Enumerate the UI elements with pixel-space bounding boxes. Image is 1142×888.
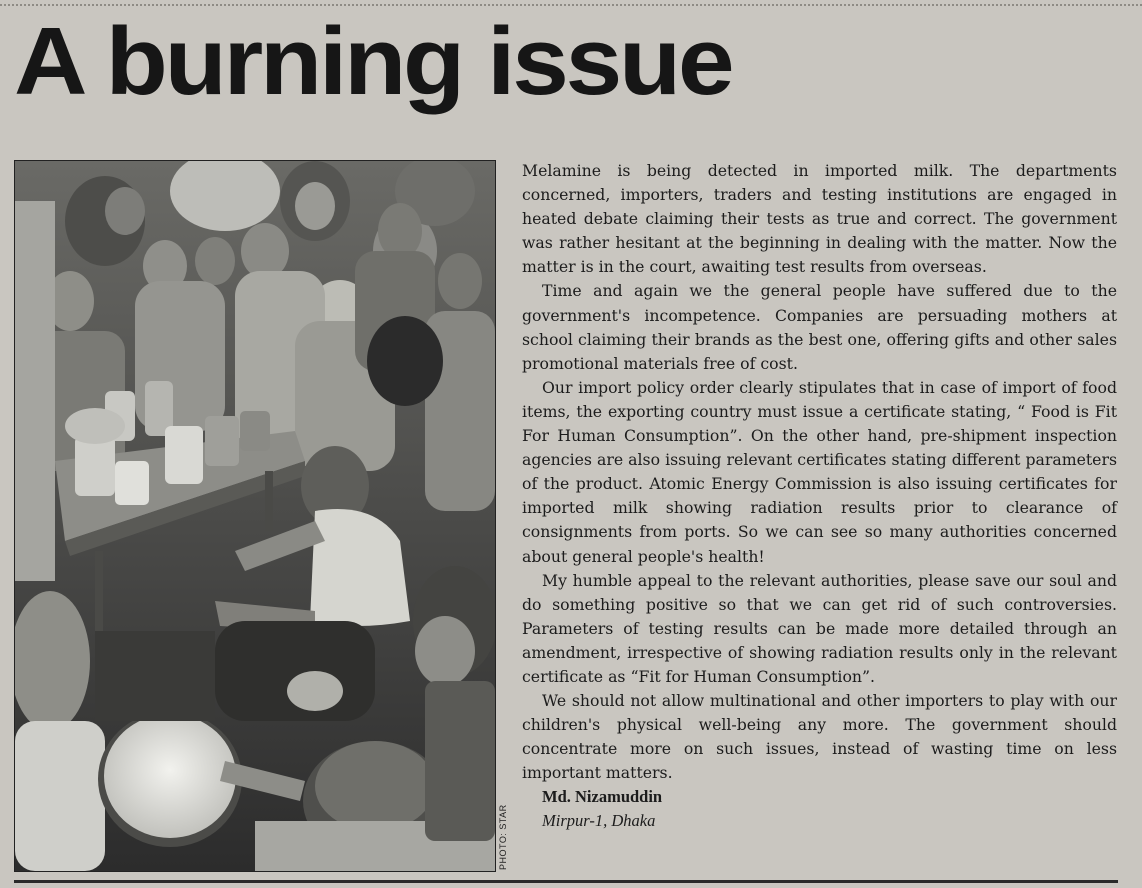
author-name: Md. Nizamuddin bbox=[542, 787, 663, 807]
headline: A burning issue bbox=[14, 8, 732, 115]
photo-credit-text: PHOTO: STAR bbox=[498, 804, 508, 870]
photo-credit bbox=[498, 790, 512, 870]
article-paragraph: My humble appeal to the relevant authorities, please save our soul and do something positive so that we can get rid of such controversies. Parameters of testing results can be made more detailed through an amendment, irrespective of showing radiation results only in the relevant certificate as “Fit for Human Consumption”. bbox=[522, 570, 1117, 686]
article-paragraph: Time and again we the general people have suffered due to the government's incompetence. Companies are persuading mothers at school claiming their brands as the best one, offering gifts and other sales promotional materials free of cost. bbox=[522, 281, 1117, 373]
news-photo bbox=[14, 160, 496, 872]
article-body bbox=[522, 159, 1117, 833]
bottom-rule bbox=[14, 880, 1118, 883]
article-paragraph: We should not allow multinational and other importers to play with our children's physical well-being any more. The government should concentrate more on such issues, instead of wasting time on less important matters. bbox=[522, 691, 1117, 783]
article-paragraph: Melamine is being detected in imported milk. The departments concerned, importers, traders and testing institutions are engaged in heated debate claiming their tests as true and correct. The government was rather hesitant at the beginning in dealing with the matter. Now the matter is in the court, awaiting test results from overseas. bbox=[522, 161, 1117, 277]
article-paragraph: Our import policy order clearly stipulates that in case of import of food items, the exporting country must issue a certificate stating, “ Food is Fit For Human Consumption”. On the other hand, pre-shipment inspection agencies are also issuing relevant certificates stating different parameters of the product. Atomic Energy Commission is also issuing certificates for imported milk showing radiation results prior to clearance of consignments from ports. So we can see so many authorities concerned about general people's health! bbox=[522, 377, 1117, 566]
author-location: Mirpur-1, Dhaka bbox=[542, 811, 656, 831]
top-dotted-rule bbox=[0, 4, 1142, 6]
